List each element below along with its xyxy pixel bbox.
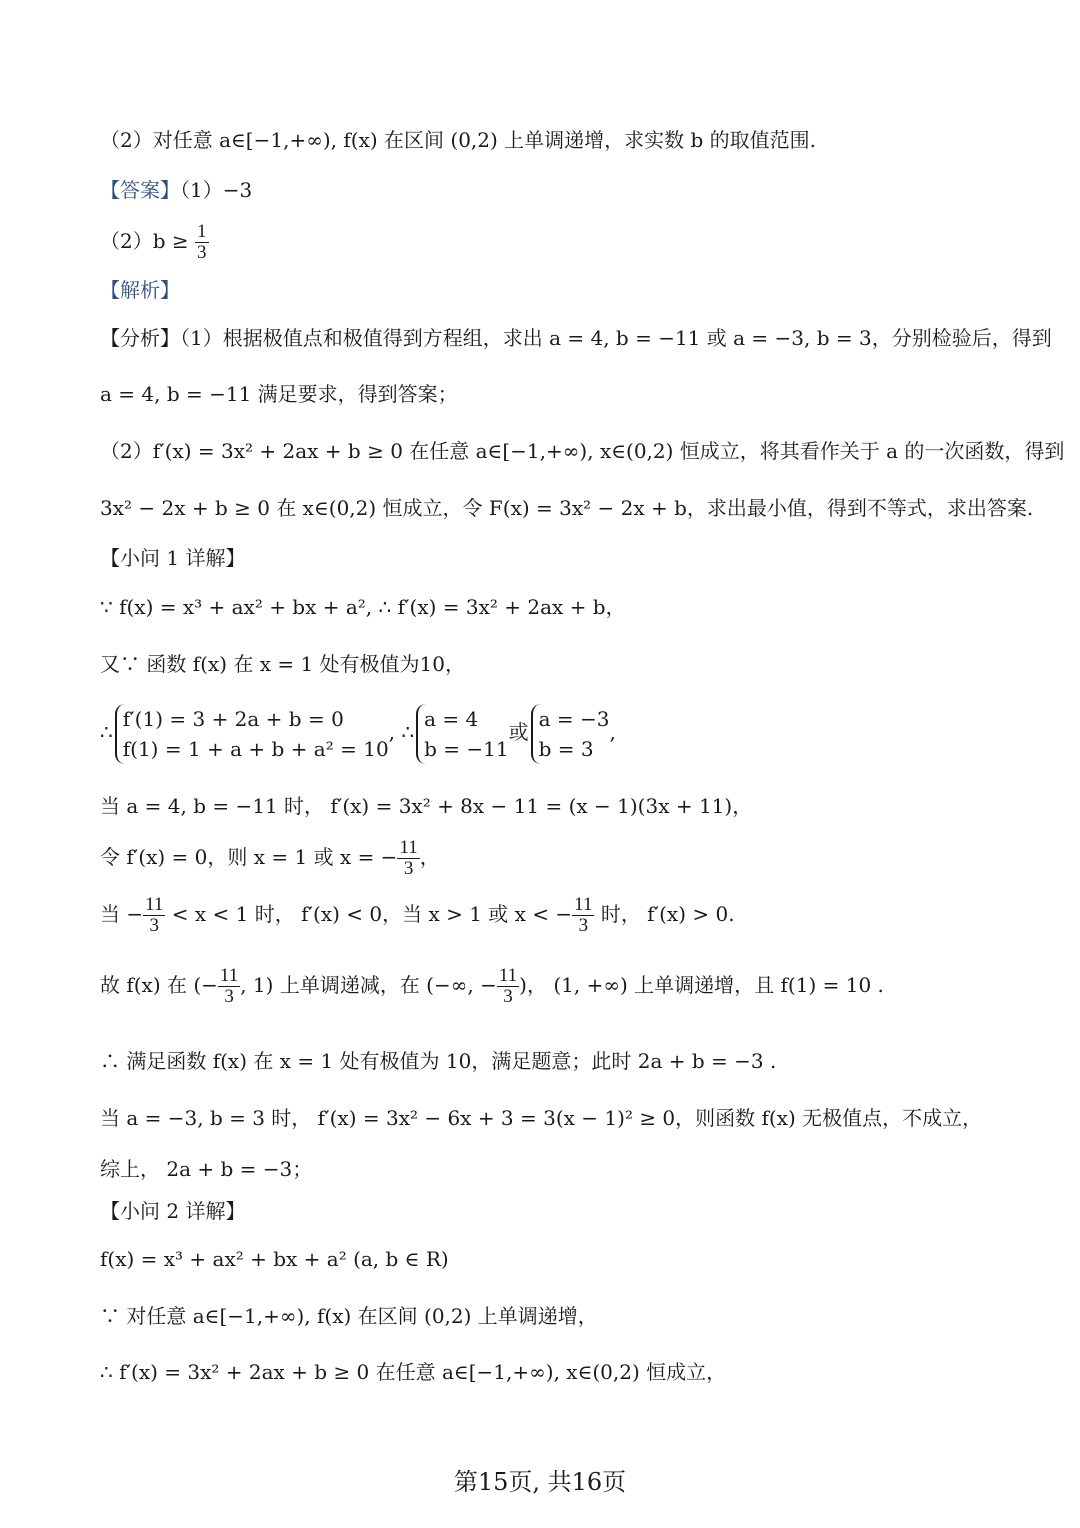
fraction-one-third: $\frac{1}{3}$	[197, 221, 207, 263]
extremum-condition: 又∵ 函数 f(x) 在 x = 1 处有极值为10，	[100, 652, 465, 676]
answer-2: （2）b ≥ $\frac{1}{3}$	[100, 221, 207, 263]
analysis-2-cont: 3x² − 2x + b ≥ 0 在 x∈(0,2) 恒成立，令 F(x) = 3x² − 2x + b，求出最小值，得到不等式，求出答案.	[100, 496, 1034, 520]
fraction-eleven-third: $\frac{11}{3}$	[219, 965, 239, 1007]
fraction-eleven-third: $\frac{11}{3}$	[399, 837, 418, 879]
analysis-label: 【解析】	[100, 278, 180, 302]
function-definition: f(x) = x³ + ax² + bx + a² (a, b ∈ R)	[100, 1247, 449, 1271]
fraction-eleven-third: $\frac{11}{3}$	[498, 965, 518, 1007]
derivative-line: ∵ f(x) = x³ + ax² + bx + a², ∴ f′(x) = 3x² + 2ax + b，	[100, 595, 626, 619]
sub1-heading: 【小问 1 详解】	[100, 546, 246, 570]
page-footer: 第15页, 共16页	[453, 1468, 627, 1496]
case-1-derivative: 当 a = 4, b = −11 时， f′(x) = 3x² + 8x − 11 = (x − 1)(3x + 11)，	[100, 794, 753, 818]
analysis-1: 【分析】（1）根据极值点和极值得到方程组，求出 a = 4, b = −11 或 a = −3, b = 3，分别检验后，得到	[100, 326, 1052, 350]
system-3: a = −3 b = 3	[531, 704, 610, 764]
fraction-eleven-third: $\frac{11}{3}$	[145, 894, 164, 936]
sign-analysis: 当 − $\frac{11}{3}$ < x < 1 时， f′(x) < 0，当 x > 1 或 x < − $\frac{11}{3}$ 时， f′(x) > 0.	[100, 894, 735, 936]
sub2-condition: ∵ 对任意 a∈[−1,+∞), f(x) 在区间 (0,2) 上单调递增，	[100, 1304, 598, 1328]
system-2: a = 4 b = −11	[416, 704, 508, 764]
sub2-inequality: ∴ f′(x) = 3x² + 2ax + b ≥ 0 在任意 a∈[−1,+∞), x∈(0,2) 恒成立，	[100, 1360, 727, 1384]
answer-1: （1）−3	[180, 178, 253, 202]
analysis-2: （2）f′(x) = 3x² + 2ax + b ≥ 0 在任意 a∈[−1,+∞), x∈(0,2) 恒成立，将其看作关于 a 的一次函数，得到	[100, 439, 1065, 463]
answer-label: 【答案】	[100, 178, 180, 202]
monotonicity-line: 故 f(x) 在 (− $\frac{11}{3}$ , 1) 上单调递减，在 (−∞, − $\frac{11}{3}$ )， (1, +∞) 上单调递增，且 f(1) = 10 .	[100, 965, 884, 1007]
equation-system: ∴ f′(1) = 3 + 2a + b = 0 f(1) = 1 + a + b + a² = 10 , ∴ a = 4 b = −11 或 a = −3 b = 3 ,	[100, 702, 616, 764]
question-part-2: （2）对任意 a∈[−1,+∞), f(x) 在区间 (0,2) 上单调递增，求实数 b 的取值范围.	[100, 128, 817, 152]
case-1-conclusion: ∴ 满足函数 f(x) 在 x = 1 处有极值为 10，满足题意；此时 2a + b = −3 .	[100, 1049, 777, 1073]
system-1: f′(1) = 3 + 2a + b = 0 f(1) = 1 + a + b + a² = 10	[115, 704, 389, 764]
sub1-conclusion: 综上， 2a + b = −3；	[100, 1157, 313, 1181]
answer-line	[100, 176, 252, 204]
sub2-heading: 【小问 2 详解】	[100, 1199, 246, 1223]
fraction-eleven-third: $\frac{11}{3}$	[574, 894, 593, 936]
analysis-1-cont: a = 4, b = −11 满足要求，得到答案；	[100, 382, 458, 406]
roots-line: 令 f′(x) = 0，则 x = 1 或 x = − $\frac{11}{3}$ ，	[100, 837, 440, 879]
case-2: 当 a = −3, b = 3 时， f′(x) = 3x² − 6x + 3 = 3(x − 1)² ≥ 0，则函数 f(x) 无极值点，不成立，	[100, 1106, 983, 1130]
